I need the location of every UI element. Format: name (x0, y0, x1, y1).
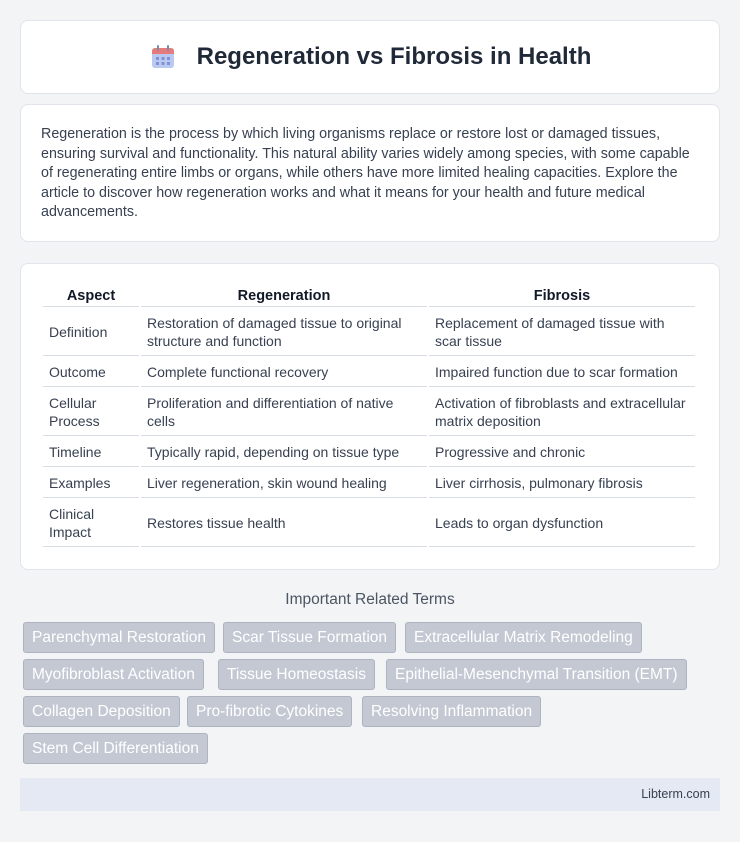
cell-regeneration: Complete functional recovery (141, 356, 427, 387)
cell-fibrosis: Liver cirrhosis, pulmonary fibrosis (429, 467, 695, 498)
cell-fibrosis: Activation of fibroblasts and extracellular matrix deposition (429, 387, 695, 436)
table-row (43, 467, 695, 498)
cell-aspect: Definition (43, 307, 139, 356)
related-term-tag[interactable]: Scar Tissue Formation (223, 622, 396, 653)
cell-fibrosis: Leads to organ dysfunction (429, 498, 695, 547)
header-card (20, 20, 720, 94)
page-title: Regeneration vs Fibrosis in Health (196, 43, 592, 70)
calendar-icon (149, 43, 177, 71)
header-aspect: Aspect (43, 284, 139, 307)
related-term-tag[interactable]: Pro-fibrotic Cytokines (187, 696, 352, 727)
header-regeneration: Regeneration (141, 284, 427, 307)
cell-regeneration: Restoration of damaged tissue to original structure and function (141, 307, 427, 356)
related-term-tag[interactable]: Collagen Deposition (23, 696, 180, 727)
cell-regeneration: Restores tissue health (141, 498, 427, 547)
related-term-tag[interactable]: Tissue Homeostasis (218, 659, 375, 690)
cell-regeneration: Proliferation and differentiation of native cells (141, 387, 427, 436)
related-term-tag[interactable]: Parenchymal Restoration (23, 622, 215, 653)
comparison-table (41, 284, 697, 547)
related-term-tag[interactable]: Epithelial-Mesenchymal Transition (EMT) (386, 659, 687, 690)
intro-text: Regeneration is the process by which living organisms replace or restore lost or damaged tissues, ensuring survival and functionality. This natural ability varies widely among species, with some capable of regenerating entire limbs or organs, while others have more limited healing capacities. Explore the article to discover how regeneration works and what it means for your health and future medical advancements. (41, 126, 690, 220)
table-row (43, 356, 695, 387)
cell-aspect: Outcome (43, 356, 139, 387)
comparison-table-card (20, 263, 720, 570)
related-terms-title: Important Related Terms (285, 591, 455, 608)
cell-fibrosis: Impaired function due to scar formation (429, 356, 695, 387)
cell-aspect: Examples (43, 467, 139, 498)
related-term-tag[interactable]: Myofibroblast Activation (23, 659, 204, 690)
related-term-tag[interactable]: Resolving Inflammation (362, 696, 541, 727)
footer (20, 778, 720, 811)
header-fibrosis: Fibrosis (429, 284, 695, 307)
table-row (43, 307, 695, 356)
table-header-row (43, 284, 695, 307)
footer-site-link[interactable]: Libterm.com (641, 787, 710, 801)
cell-regeneration: Typically rapid, depending on tissue type (141, 436, 427, 467)
table-row (43, 387, 695, 436)
cell-regeneration: Liver regeneration, skin wound healing (141, 467, 427, 498)
cell-fibrosis: Progressive and chronic (429, 436, 695, 467)
related-term-tag[interactable]: Stem Cell Differentiation (23, 733, 208, 764)
cell-aspect: Clinical Impact (43, 498, 139, 547)
table-row (43, 436, 695, 467)
cell-aspect: Cellular Process (43, 387, 139, 436)
cell-aspect: Timeline (43, 436, 139, 467)
table-row (43, 498, 695, 547)
intro-card (20, 104, 720, 242)
cell-fibrosis: Replacement of damaged tissue with scar tissue (429, 307, 695, 356)
related-term-tag[interactable]: Extracellular Matrix Remodeling (405, 622, 642, 653)
